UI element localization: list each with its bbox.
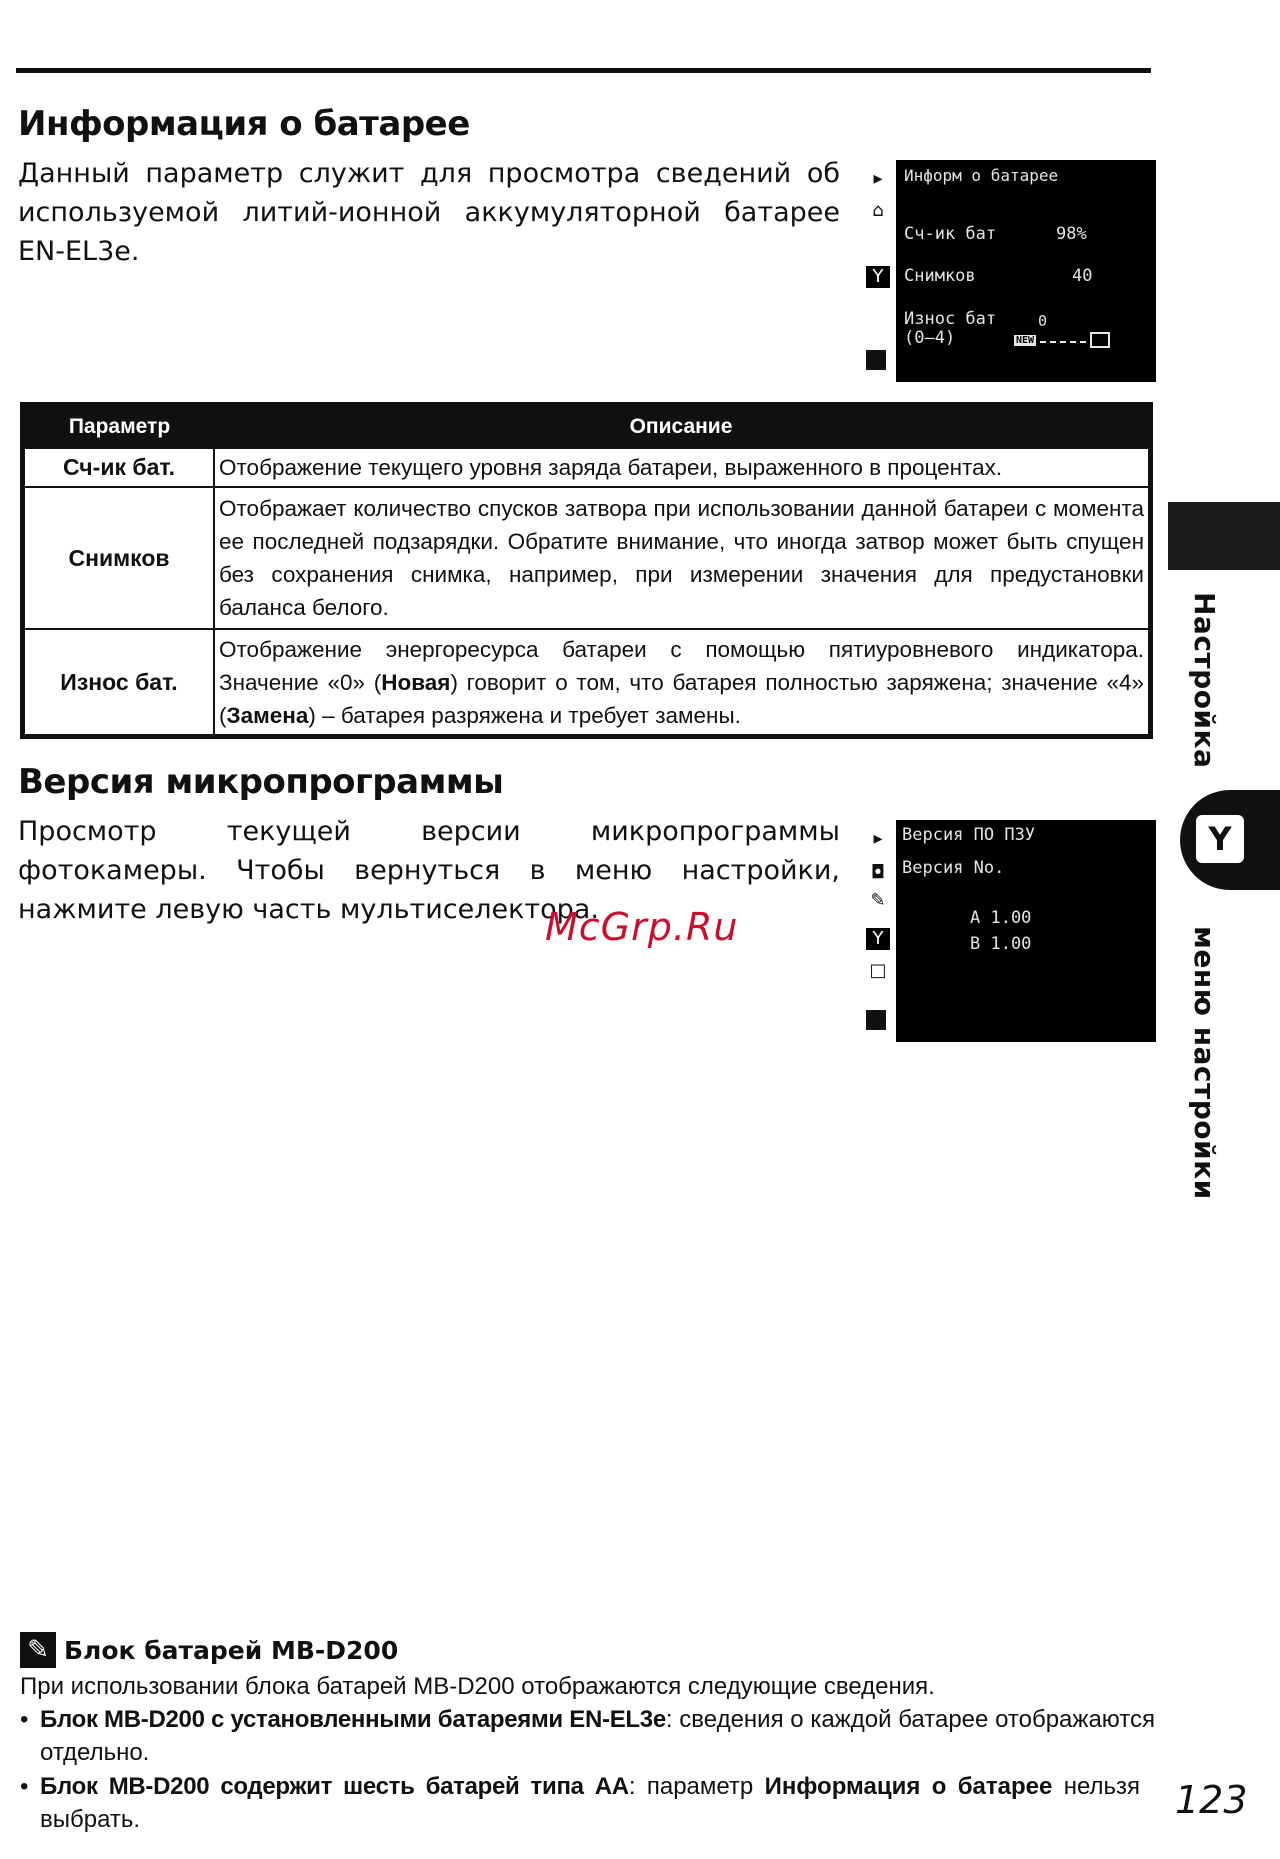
table-header: Описание	[214, 405, 1151, 449]
screen-row-value: 0	[1038, 312, 1048, 330]
param-desc: Отображение текущего уровня заряда батареи, выраженного в процентах.	[214, 448, 1151, 487]
section-title-firmware: Версия микропрограммы	[18, 762, 504, 802]
param-desc	[214, 629, 1151, 737]
note-intro: При использовании блока батарей MB-D200 отображаются следующие сведения.	[20, 1673, 935, 1700]
playback-icon: ▸	[873, 828, 883, 849]
desc-bold: Новая	[381, 669, 451, 695]
retouch-icon: □	[869, 960, 887, 981]
desc-part: ) говорит о том, что батарея полностью заряжена; значение «4» (	[219, 669, 1144, 728]
screen-row-label: Снимков	[904, 266, 976, 286]
desc-part: ) – батарея разряжена и требует замены.	[308, 702, 741, 728]
screen-subtitle: Версия No.	[902, 858, 1005, 878]
watermark: McGrp.Ru	[545, 905, 739, 949]
wear-new-badge: NEW	[1016, 334, 1035, 346]
param-name: Снимков	[23, 487, 215, 629]
screen-title: Версия ПО ПЗУ	[902, 825, 1036, 845]
desc-bold: Замена	[226, 702, 309, 728]
menu-icon-column	[866, 820, 894, 1042]
bullet-rest: : параметр	[628, 1773, 765, 1800]
setup-icon: Y	[866, 928, 890, 950]
bullet-rest: нельзя выбрать.	[40, 1773, 1141, 1833]
bullet-text	[40, 1770, 1140, 1836]
side-tab-marker	[1168, 502, 1280, 570]
bullet-bold: Блок MB-D200 с установленными батареями EN-EL3e	[40, 1706, 666, 1733]
bullet-bold: Блок MB-D200 содержит шесть батарей типа AA	[40, 1773, 629, 1800]
bullet-bold-inline: Информация о батарее	[764, 1773, 1053, 1800]
screen-row-value: 40	[1072, 266, 1093, 286]
firmware-version-b: B 1.00	[970, 934, 1032, 954]
menu-icon-column	[866, 160, 894, 382]
shooting-icon: ◘	[870, 862, 886, 883]
table-header: Параметр	[23, 405, 215, 449]
bullet-dot: •	[20, 1773, 29, 1800]
side-tab-label-top: Настройка	[1188, 592, 1221, 769]
table-row	[23, 448, 1151, 487]
wear-meter	[1014, 332, 1110, 348]
note-bullet	[20, 1703, 1155, 1769]
custom-icon: ✎	[870, 890, 886, 911]
param-desc: Отображает количество спусков затвора при использовании данной батареи с момента ее последней подзарядки. Обратите внимание, что иногда затвор может быть спущен без сохранения снимка, например, при измерении значения для предустановки баланса белого.	[214, 487, 1151, 629]
note-bullet	[20, 1770, 1140, 1836]
note-pencil-icon: ✎	[20, 1632, 56, 1668]
screen-panel	[896, 160, 1156, 382]
wear-replace-icon	[1090, 332, 1110, 348]
param-name: Износ бат.	[23, 629, 215, 737]
firmware-screen	[866, 820, 1156, 1042]
section-title-battery: Информация о батарее	[18, 104, 470, 144]
section-desc-battery: Данный параметр служит для просмотра сведений об используемой литий-ионной аккумуляторной батарее EN-EL3e.	[18, 158, 840, 267]
bullet-rest: : сведения о каждой батарее отображаются отдельно.	[40, 1706, 1156, 1766]
side-tab-label-bottom: меню настройки	[1188, 926, 1221, 1200]
recent-icon	[866, 350, 886, 370]
screen-row-value: 98%	[1056, 224, 1087, 244]
screen-panel	[896, 820, 1156, 1042]
battery-info-screen	[866, 160, 1156, 382]
bullet-dot: •	[20, 1706, 29, 1733]
desc-part: Отображение энергоресурса батареи с помощью пятиуровневого индикатора. Значение «0» (	[219, 636, 1144, 695]
table-header-row	[23, 405, 1151, 449]
param-name: Сч-ик бат.	[23, 448, 215, 487]
screen-title: Информ о батарее	[904, 166, 1059, 185]
bullet-text	[40, 1703, 1155, 1769]
wear-scale	[1040, 338, 1086, 343]
firmware-version-a: A 1.00	[970, 908, 1032, 928]
screen-row-label: Износ бат (0–4)	[904, 309, 997, 348]
setup-icon: Y	[866, 266, 890, 288]
shooting-icon: ⌂	[872, 200, 884, 221]
note-title: Блок батарей MB-D200	[64, 1635, 399, 1665]
table-row	[23, 629, 1151, 737]
section-desc-firmware: Просмотр текущей версии микропрограммы фотокамеры. Чтобы вернуться в меню настройки, нажмите левую часть мультиселектора.	[18, 816, 840, 925]
screen-row-label: Сч-ик бат	[904, 224, 997, 244]
parameters-table	[20, 402, 1153, 739]
page-number: 123	[1175, 1778, 1248, 1822]
wrench-icon: Y	[1196, 815, 1244, 863]
table-row	[23, 487, 1151, 629]
playback-icon: ▸	[873, 168, 883, 189]
note-heading	[20, 1632, 398, 1668]
recent-icon	[866, 1010, 886, 1030]
top-rule	[16, 68, 1151, 73]
